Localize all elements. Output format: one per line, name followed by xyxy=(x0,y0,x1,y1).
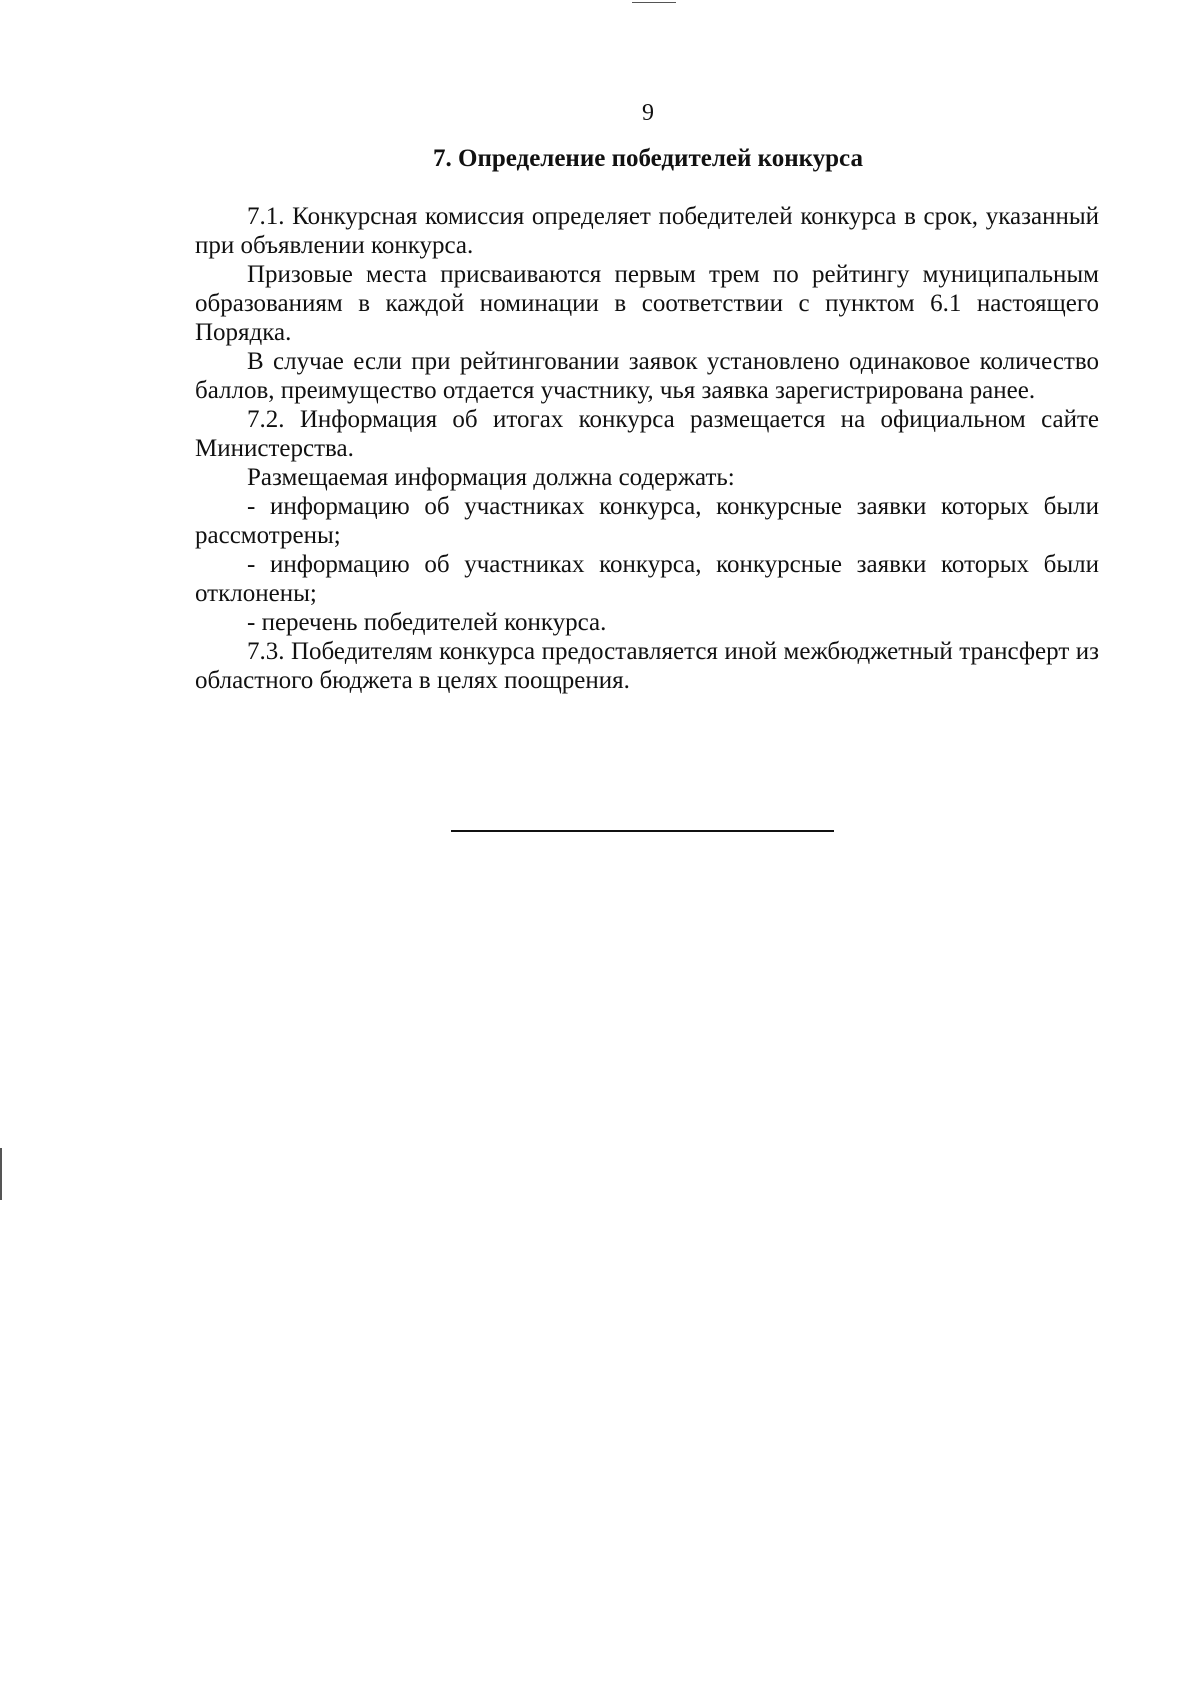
scan-artifact-top xyxy=(632,2,676,3)
paragraph-equal-scores: В случае если при рейтинговании заявок установлено одинаковое количество баллов, преимущество отдается участнику, чья заявка зарегистрирована ранее. xyxy=(195,348,1099,404)
section-title: 7. Определение победителей конкурса xyxy=(433,145,863,172)
paragraph-7-2: 7.2. Информация об итогах конкурса размещается на официальном сайте Министерства. xyxy=(195,406,1099,462)
list-item-rejected: - информацию об участниках конкурса, конкурсные заявки которых были отклонены; xyxy=(195,551,1099,607)
document-body xyxy=(195,202,1099,695)
paragraph-7-3: 7.3. Победителям конкурса предоставляется иной межбюджетный трансферт из областного бюджета в целях поощрения. xyxy=(195,638,1099,694)
paragraph-7-1: 7.1. Конкурсная комиссия определяет победителей конкурса в срок, указанный при объявлении конкурса. xyxy=(195,203,1099,259)
paragraph-prize-places: Призовые места присваиваются первым трем по рейтингу муниципальным образованиям в каждой номинации в соответствии с пунктом 6.1 настоящего Порядка. xyxy=(195,261,1099,346)
closing-divider xyxy=(451,830,834,832)
list-item-reviewed: - информацию об участниках конкурса, конкурсные заявки которых были рассмотрены; xyxy=(195,493,1099,549)
paragraph-info-contents: Размещаемая информация должна содержать: xyxy=(247,464,735,491)
scan-artifact-left xyxy=(0,1148,2,1200)
page-number: 9 xyxy=(642,100,654,126)
list-item-winners: - перечень победителей конкурса. xyxy=(247,609,607,636)
